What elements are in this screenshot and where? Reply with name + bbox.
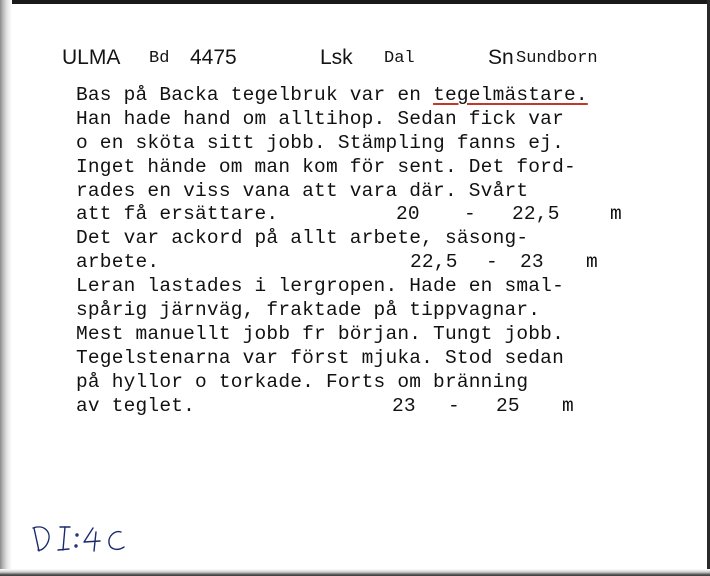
range-from: 22,5 <box>410 251 458 274</box>
card-left-edge <box>0 0 12 576</box>
text-line: Mest manuellt jobb fr början. Tungt jobb. <box>76 322 564 345</box>
card-body <box>76 84 676 418</box>
card-header <box>62 46 682 76</box>
handwritten-note-drawing <box>30 518 150 558</box>
landskap-value: Dal <box>384 49 415 68</box>
range-unit: m <box>610 203 622 226</box>
record-number: 4475 <box>190 46 237 69</box>
range-unit: m <box>586 251 598 274</box>
line-text: att få ersättare. <box>76 203 279 226</box>
archive-name: ULMA <box>62 46 121 69</box>
range-from: 23 <box>392 394 416 417</box>
text-line: på hyllor o torkade. Forts om bränning <box>76 370 529 393</box>
line-text: arbete. <box>76 251 160 274</box>
volume-label: Bd <box>149 49 170 68</box>
range-to: 22,5 <box>512 203 560 226</box>
text-line: Bas på Backa tegelbruk var en tegelmästare. <box>76 84 588 106</box>
text-line: Leran lastades i lergropen. Hade en smal- <box>76 275 564 298</box>
text-line: Han hade hand om alltihop. Sedan fick var <box>76 107 564 130</box>
landskap-label: Lsk <box>320 46 353 69</box>
range-dash: - <box>464 203 476 226</box>
range-to: 23 <box>520 251 544 274</box>
card-top-edge <box>0 0 710 4</box>
range-unit: m <box>562 394 574 417</box>
text-line: Tegelstenarna var först mjuka. Stod sedan <box>76 346 564 369</box>
range-dash: - <box>486 251 498 274</box>
line-text: av teglet. <box>76 394 196 417</box>
handwritten-signature <box>30 518 150 558</box>
underlined-word: tegelmästare. <box>433 84 588 106</box>
text-line: Det var ackord på allt arbete, säsong- <box>76 227 529 250</box>
text-line-with-range <box>76 203 676 227</box>
range-dash: - <box>448 394 460 417</box>
text-line-with-range <box>76 395 676 419</box>
text-line-with-range <box>76 251 676 275</box>
socken-value: Sundborn <box>516 49 598 68</box>
range-from: 20 <box>396 203 420 226</box>
socken-label: Sn <box>488 46 514 69</box>
range-to: 25 <box>496 394 520 417</box>
text-line: rades en viss vana att vara där. Svårt <box>76 179 529 202</box>
text-line: o en sköta sitt jobb. Stämpling fanns ej. <box>76 131 564 154</box>
text-line: Inget hände om man kom för sent. Det ford- <box>76 155 576 178</box>
card-bottom-edge <box>0 569 710 576</box>
text-line: spårig järnväg, fraktade på tippvagnar. <box>76 299 541 322</box>
